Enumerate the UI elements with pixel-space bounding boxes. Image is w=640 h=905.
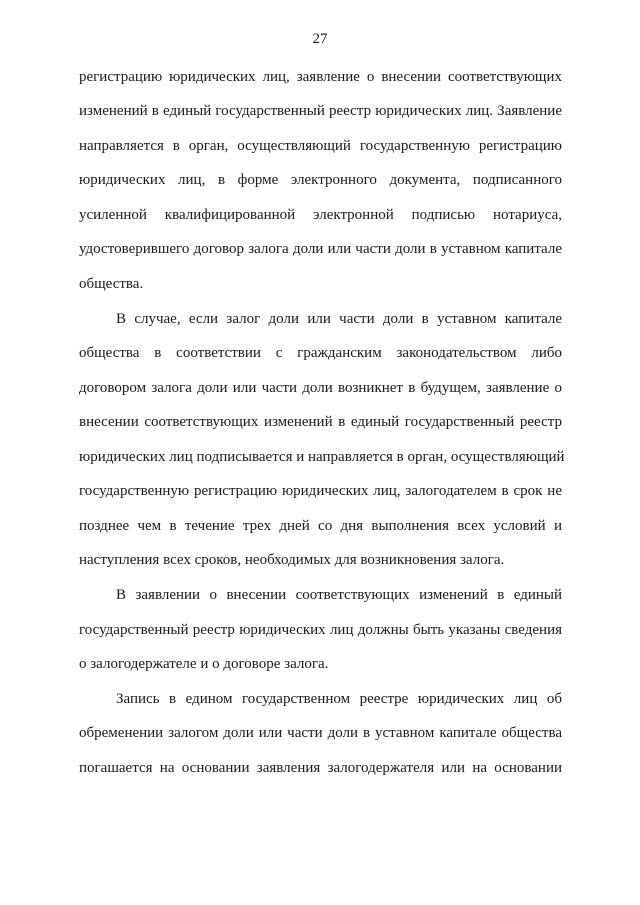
paragraph-first-line: В случае, если залог доли или части доли в уставном капитале	[116, 311, 562, 327]
text-line: государственный реестр юридических лиц должны быть указаны сведения	[79, 622, 562, 638]
text-line: регистрацию юридических лиц, заявление о внесении соответствующих	[79, 69, 562, 85]
text-line: направляется в орган, осуществляющий государственную регистрацию	[79, 138, 562, 154]
text-line: наступления всех сроков, необходимых для возникновения залога.	[79, 552, 505, 568]
text-line: договором залога доли или части доли возникнет в будущем, заявление о	[79, 380, 562, 396]
text-line: внесении соответствующих изменений в единый государственный реестр	[79, 414, 562, 430]
text-line: общества в соответствии с гражданским законодательством либо	[79, 345, 562, 361]
text-line: изменений в единый государственный реестр юридических лиц. Заявление	[79, 103, 562, 119]
paragraph-first-line: В заявлении о внесении соответствующих изменений в единый	[116, 587, 562, 603]
text-line: о залогодержателе и о договоре залога.	[79, 656, 329, 672]
text-line: обременении залогом доли или части доли в уставном капитале общества	[79, 725, 562, 741]
page-number: 27	[312, 31, 328, 47]
text-line: погашается на основании заявления залогодержателя или на основании	[79, 760, 562, 776]
text-line: государственную регистрацию юридических лиц, залогодателем в срок не	[79, 483, 562, 499]
text-line: позднее чем в течение трех дней со дня выполнения всех условий и	[79, 518, 562, 534]
text-line: усиленной квалифицированной электронной подписью нотариуса,	[79, 207, 562, 223]
text-line: общества.	[79, 276, 144, 292]
text-line: юридических лиц, в форме электронного документа, подписанного	[79, 172, 562, 188]
paragraph-first-line: Запись в едином государственном реестре юридических лиц об	[116, 691, 562, 707]
text-line: удостоверившего договор залога доли или части доли в уставном капитале	[79, 241, 562, 257]
text-line: юридических лиц подписывается и направляется в орган, осуществляющий	[79, 449, 565, 465]
